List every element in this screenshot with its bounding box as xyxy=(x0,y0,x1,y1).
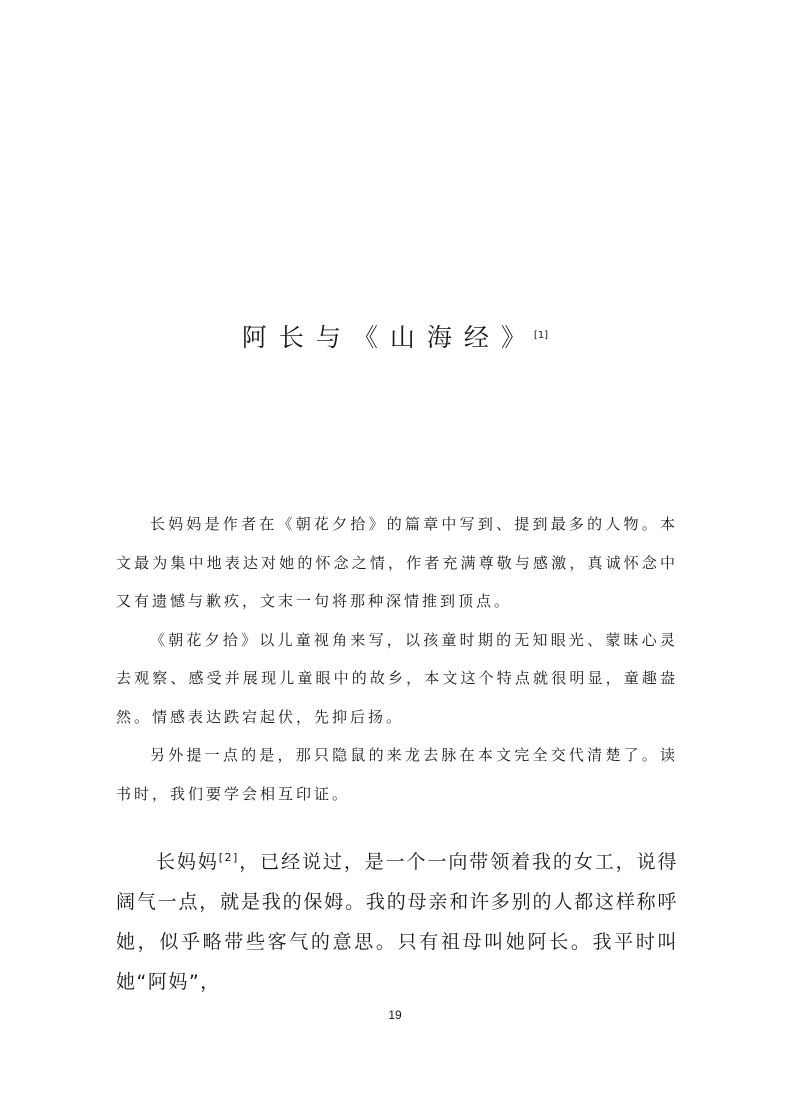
intro-paragraph: 长妈妈是作者在《朝花夕拾》的篇章中写到、提到最多的人物。本文最为集中地表达对她的怀念之情，作者充满尊敬与感激，真诚怀念中又有遗憾与歉疚，文末一句将那种深情推到顶点。 xyxy=(116,515,678,610)
chapter-title-text: 阿长与《山海经》 xyxy=(241,323,538,352)
main-text xyxy=(116,842,678,1002)
body-paragraph xyxy=(116,842,678,1002)
intro-paragraph: 《朝花夕拾》以儿童视角来写，以孩童时期的无知眼光、蒙昧心灵去观察、感受并展现儿童眼中的故乡，本文这个特点就很明显，童趣盎然。情感表达跌宕起伏，先抑后扬。 xyxy=(116,630,678,726)
title-footnote-mark[interactable]: [1] xyxy=(533,330,549,341)
chapter-introduction xyxy=(116,505,678,813)
intro-paragraph: 另外提一点的是，那只隐鼠的来龙去脉在本文完全交代清楚了。读书时，我们要学会相互印证。 xyxy=(116,746,678,803)
body-rest-text: ，已经说过，是一个一向带领着我的女工，说得阔气一点，就是我的保姆。我的母亲和许多别的人都这样称呼她，似乎略带些客气的意思。只有祖母叫她阿长。我平时叫她“阿妈”， xyxy=(116,851,678,993)
body-footnote-mark[interactable]: [2] xyxy=(218,851,239,864)
chapter-title xyxy=(0,318,790,358)
body-lead-text: 长妈妈 xyxy=(156,851,219,873)
page-number: 19 xyxy=(388,1008,402,1022)
